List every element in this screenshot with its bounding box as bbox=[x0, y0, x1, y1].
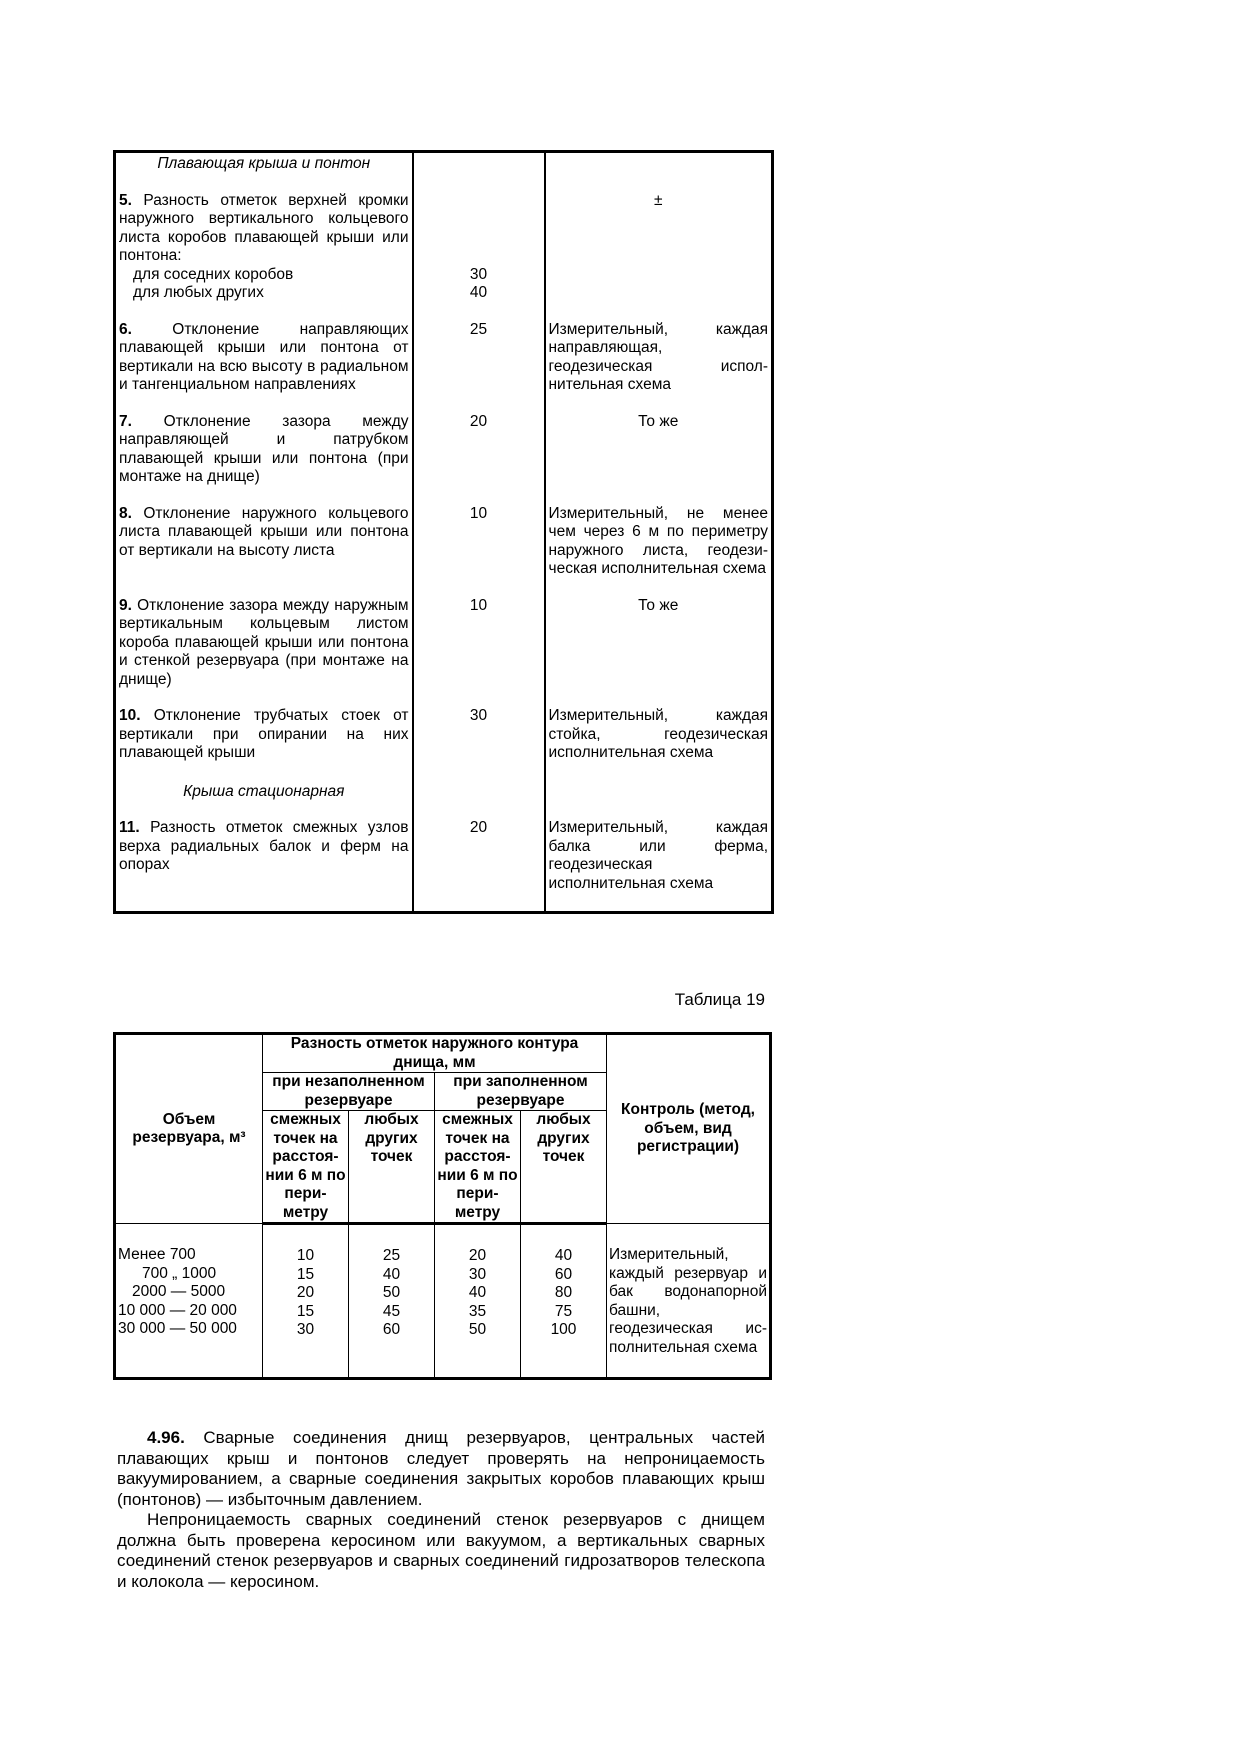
empty-any-cell: 25 40 50 45 60 bbox=[349, 1224, 435, 1379]
volumes-cell: Менее 700 700 „ 1000 2000 — 5000 10 000 — 20 000 30 000 — 50 000 bbox=[115, 1224, 263, 1379]
section-title-floating-roof: Плавающая крыша и понтон bbox=[115, 152, 413, 192]
table-row: 7. Отклонение зазора между направляющей и патрубком плавающей крыши или понтона (при монтаже на днище) 20 То же bbox=[115, 413, 773, 505]
tolerances-table-roof bbox=[113, 150, 774, 914]
header-empty: при незаполненном резервуаре bbox=[263, 1073, 435, 1111]
table-row bbox=[115, 1224, 771, 1379]
table-row: 6. Отклонение направляющих плавающей крыши или понтона от вертикали на всю высоту в радиальном и тангенциальном направлениях 25 Измерительный, каждая направляющая, геодезическая исполнительная схема bbox=[115, 321, 773, 413]
table-caption: Таблица 19 bbox=[674, 990, 765, 1009]
header-volume: Объем резервуара, м³ bbox=[115, 1034, 263, 1224]
table-row: 11. Разность отметок смежных узлов верха радиальных балок и ферм на опорах 20 Измерительный, каждая балка или ферма, геодезическая исполнительная схема bbox=[115, 819, 773, 913]
header-full: при заполненном резервуаре bbox=[435, 1073, 607, 1111]
paragraph-4-96: 4.96. Сварные соединения днищ резервуаров, центральных частей плавающих крыш и понтонов следует проверять на непроницаемость вакуумированием, а сварные соединения закрытых коробов плавающих крыш (понтонов) — избыточным давлением. bbox=[117, 1428, 765, 1509]
table-row: 8. Отклонение наружного кольцевого листа плавающей крыши или понтона от вертикали на высоту листа 10 Измерительный, не менее чем через 6 м по периметру наружного листа, геодезическая исполнительная схема bbox=[115, 505, 773, 597]
header-full-adjacent: смежных точек на расстоянии 6 м по периметру bbox=[435, 1111, 521, 1224]
header-empty-any: любых других точек bbox=[349, 1111, 435, 1224]
row-text: 5. Разность отметок верхней кромки наружного вертикального кольцевого листа коробов плавающей крыши или понтона: для соседних коробов для любых других bbox=[115, 192, 413, 321]
empty-adjacent-cell: 10 15 20 15 30 bbox=[263, 1224, 349, 1379]
row-control: ± bbox=[545, 192, 773, 321]
table-row: 10. Отклонение трубчатых стоек от вертикали при опирании на них плавающей крыши 30 Измерительный, каждая стойка, геодезическая исполнительная схема bbox=[115, 707, 773, 781]
header-diff: Разность отметок наружного контура днища, мм bbox=[263, 1034, 607, 1073]
table-row: 9. Отклонение зазора между наружным вертикальным кольцевым листом короба плавающей крыши или понтона и стенкой резервуара (при монтаже на днище) 10 То же bbox=[115, 597, 773, 708]
section-title-fixed-roof: Крыша стационарная bbox=[115, 781, 413, 820]
row-value: 30 40 bbox=[413, 192, 545, 321]
full-any-cell: 40 60 80 75 100 bbox=[521, 1224, 607, 1379]
bottom-elevation-table bbox=[113, 1032, 772, 1380]
header-control: Контроль (метод, объем, вид регистрации) bbox=[607, 1034, 771, 1224]
table-row bbox=[115, 192, 773, 321]
control-cell: Измерительный, каждый резервуар и бак водонапорной башни, геодезическая исполнительная схема bbox=[607, 1224, 771, 1379]
header-full-any: любых других точек bbox=[521, 1111, 607, 1224]
full-adjacent-cell: 20 30 40 35 50 bbox=[435, 1224, 521, 1379]
header-empty-adjacent: смежных точек на расстоянии 6 м по периметру bbox=[263, 1111, 349, 1224]
paragraph-kerosene: Непроницаемость сварных соединений стенок резервуаров с днищем должна быть проверена керосином или вакуумом, а вертикальных сварных соединений стенок резервуаров и сварных соединений гидрозатворов телескопа и колокола — керосином. bbox=[117, 1510, 765, 1591]
